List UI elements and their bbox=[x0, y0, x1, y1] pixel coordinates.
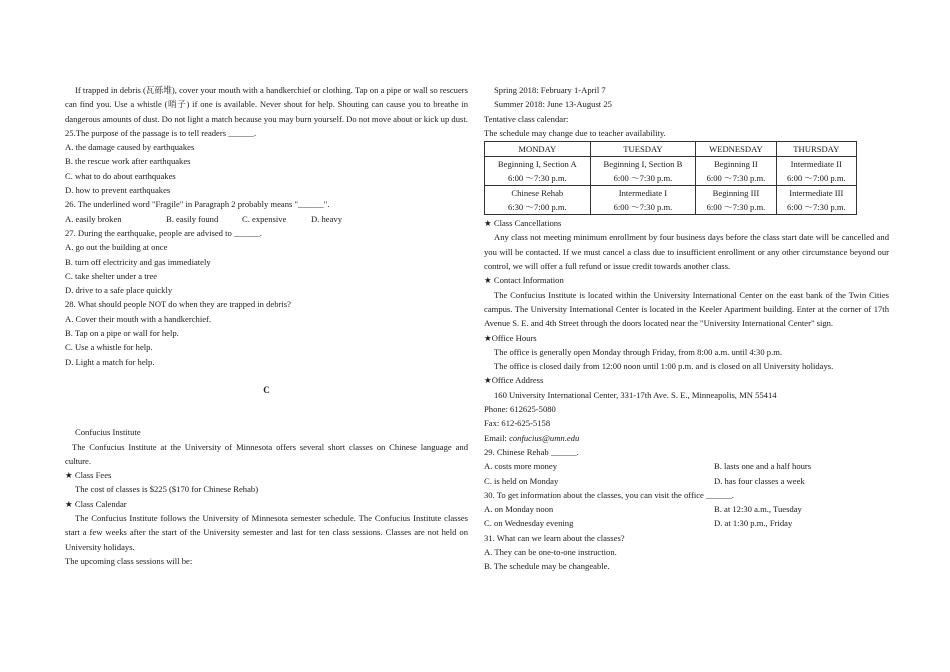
office-hours-closed: The office is closed daily from 12:00 noon until 1:00 p.m. and is closed on all University holidays. bbox=[494, 361, 834, 372]
schedule-header-row bbox=[485, 142, 857, 157]
q31-option-b: B. The schedule may be changeable. bbox=[484, 561, 610, 572]
q30-option-a: A. on Monday noon bbox=[484, 504, 554, 515]
q26-option-b: B. easily found bbox=[166, 213, 219, 224]
calendar-heading: ★ Class Calendar bbox=[65, 498, 127, 509]
header-monday: MONDAY bbox=[485, 142, 591, 157]
question-30: 30. To get information about the classes, you can visit the office ______. bbox=[484, 489, 734, 500]
schedule-cell: Intermediate I 6:00 ～7:30 p.m. bbox=[590, 186, 696, 215]
left-column bbox=[65, 83, 468, 568]
q28-option-d: D. Light a match for help. bbox=[65, 356, 155, 367]
q30-options-row-1 bbox=[484, 502, 889, 516]
question-31: 31. What can we learn about the classes? bbox=[484, 532, 625, 543]
q26-option-d: D. heavy bbox=[311, 213, 343, 224]
office-hours-open: The office is generally open Monday through Friday, from 8:00 a.m. until 4:30 p.m. bbox=[494, 346, 783, 357]
fees-text: The cost of classes is $225 ($170 for Chinese Rehab) bbox=[75, 484, 259, 495]
office-address-heading: ★Office Address bbox=[484, 375, 544, 386]
question-28: 28. What should people NOT do when they are trapped in debris? bbox=[65, 299, 291, 310]
debris-paragraph: If trapped in debris (瓦砾堆), cover your mouth with a handkerchief or clothing. Tap on a pipe or wall so rescuers can find you. Use a whistle (哨子) if one is available. Never shout for help. Shouting can cause you to breathe in dangerous amounts of dust. Do not light a match because you may burn yourself. Do not move about or kick up dust. bbox=[65, 85, 468, 124]
right-column bbox=[484, 83, 889, 574]
schedule-cell: Beginning I, Section B 6:00 ～7:30 p.m. bbox=[590, 157, 696, 186]
q26-options bbox=[65, 212, 468, 226]
schedule-cell: Beginning III 6:00 ～7:30 p.m. bbox=[696, 186, 776, 215]
email-label: Email: bbox=[484, 432, 510, 443]
q26-option-a: A. easily broken bbox=[65, 213, 122, 224]
schedule-cell: Beginning II 6:00 ～7:30 p.m. bbox=[696, 157, 776, 186]
q26-option-c: C. expensive bbox=[242, 213, 287, 224]
q30-option-c: C. on Wednesday evening bbox=[484, 518, 574, 529]
q28-option-a: A. Cover their mouth with a handkerchief. bbox=[65, 313, 212, 324]
q25-option-c: C. what to do about earthquakes bbox=[65, 170, 176, 181]
q29-options-row-2 bbox=[484, 474, 889, 488]
q27-option-d: D. drive to a safe place quickly bbox=[65, 285, 173, 296]
q29-options-row-1 bbox=[484, 459, 889, 473]
q25-option-d: D. how to prevent earthquakes bbox=[65, 185, 171, 196]
q25-option-a: A. the damage caused by earthquakes bbox=[65, 142, 195, 153]
header-wednesday: WEDNESDAY bbox=[696, 142, 776, 157]
schedule-row bbox=[485, 157, 857, 186]
q30-option-d: D. at 1:30 p.m., Friday bbox=[714, 518, 793, 529]
schedule-note: The schedule may change due to teacher availability. bbox=[484, 127, 666, 138]
phone: Phone: 612625-5080 bbox=[484, 404, 556, 415]
question-27: 27. During the earthquake, people are advised to ______. bbox=[65, 227, 262, 238]
q27-option-b: B. turn off electricity and gas immediately bbox=[65, 256, 211, 267]
q29-option-a: A. costs more money bbox=[484, 461, 558, 472]
q29-option-b: B. lasts one and a half hours bbox=[714, 461, 812, 472]
header-thursday: THURSDAY bbox=[776, 142, 856, 157]
email-line bbox=[484, 431, 889, 445]
office-hours-heading: ★Office Hours bbox=[484, 332, 537, 343]
cancellations-heading: ★ Class Cancellations bbox=[484, 218, 562, 229]
schedule-cell: Intermediate II 6:00 ～7:00 p.m. bbox=[776, 157, 856, 186]
question-26: 26. The underlined word "Fragile" in Paragraph 2 probably means "______". bbox=[65, 199, 330, 210]
contact-text: The Confucius Institute is located within the University International Center on the east bank of the Twin Cities campus. The University International Center is located in the Keeler Apartment building. Enter at the corner of 17th Avenue S. E. and 4th Street through the doors located near the "University International Center" sign. bbox=[484, 289, 889, 329]
q25-option-b: B. the rescue work after earthquakes bbox=[65, 156, 191, 167]
fax: Fax: 612-625-5158 bbox=[484, 418, 551, 429]
q30-option-b: B. at 12:30 a.m., Tuesday bbox=[714, 504, 802, 515]
section-letter: C bbox=[263, 384, 270, 395]
schedule-cell: Beginning I, Section A 6:00 ～7:30 p.m. bbox=[485, 157, 591, 186]
schedule-row bbox=[485, 186, 857, 215]
q29-option-d: D. has four classes a week bbox=[714, 475, 805, 486]
q28-option-c: C. Use a whistle for help. bbox=[65, 342, 153, 353]
email-address: confucius@umn.edu bbox=[509, 432, 580, 443]
fees-heading: ★ Class Fees bbox=[65, 470, 112, 481]
q31-option-a: A. They can be one-to-one instruction. bbox=[484, 547, 617, 558]
schedule-table bbox=[484, 141, 857, 215]
intro-paragraph: The Confucius Institute at the University of Minnesota offers several short classes on Chinese language and culture. bbox=[65, 441, 468, 466]
q28-option-b: B. Tap on a pipe or wall for help. bbox=[65, 328, 179, 339]
tentative-calendar-label: Tentative class calendar: bbox=[484, 113, 569, 124]
header-tuesday: TUESDAY bbox=[590, 142, 696, 157]
calendar-text: The Confucius Institute follows the University of Minnesota semester schedule. The Confucius Institute classes start a few weeks after the start of the University semester and last for ten class sessions. Classes are not held on University holidays. bbox=[65, 513, 468, 552]
question-25: 25.The purpose of the passage is to tell readers ______. bbox=[65, 127, 257, 138]
passage-title: Confucius Institute bbox=[75, 427, 141, 438]
schedule-cell: Chinese Rehab 6:30 ～7:00 p.m. bbox=[485, 186, 591, 215]
office-address: 160 University International Center, 331-17th Ave. S. E., Minneapolis, MN 55414 bbox=[494, 389, 777, 400]
q30-options-row-2 bbox=[484, 516, 889, 530]
contact-heading: ★ Contact Information bbox=[484, 275, 564, 286]
cancellations-text: Any class not meeting minimum enrollment by four business days before the class start date will be cancelled and you will be contacted. If we must cancel a class due to insufficient enrollment or any other circumstance beyond our control, we will offer a full refund or issue credit towards another class. bbox=[484, 232, 889, 272]
question-29: 29. Chinese Rehab ______. bbox=[484, 446, 579, 457]
schedule-cell: Intermediate III 6:00 ～7:30 p.m. bbox=[776, 186, 856, 215]
q29-option-c: C. is held on Monday bbox=[484, 475, 559, 486]
q27-option-a: A. go out the building at once bbox=[65, 242, 168, 253]
summer-session: Summer 2018: June 13-August 25 bbox=[494, 99, 612, 110]
upcoming-sessions: The upcoming class sessions will be: bbox=[65, 555, 193, 566]
q27-option-c: C. take shelter under a tree bbox=[65, 270, 158, 281]
spring-session: Spring 2018: February 1-April 7 bbox=[494, 85, 606, 95]
